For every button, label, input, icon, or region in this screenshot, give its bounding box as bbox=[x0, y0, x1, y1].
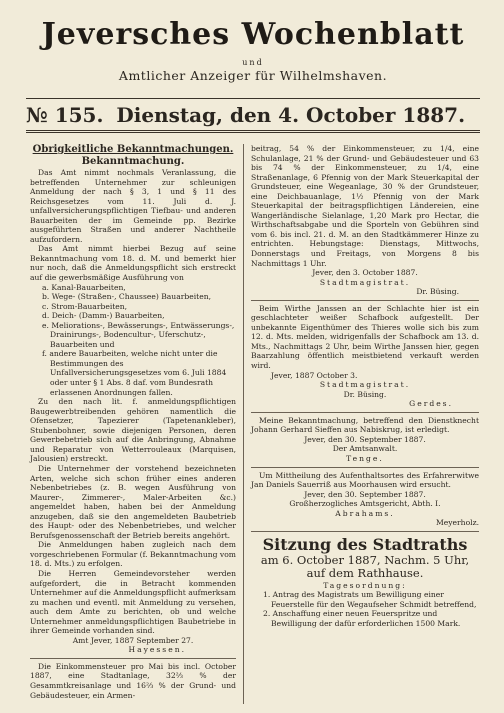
announcement-1-office: Stadtmagistrat. bbox=[319, 277, 411, 287]
issue-date: Dienstag, den 4. October 1887. bbox=[116, 103, 466, 127]
tax-paragraph-cont: beitrag, 54 % der Einkommensteuer, zu 1/4, eine Schulanlage, 21 % der Grund- und Gebäudesteuer und 63 bis 74 % der Einkommensteuer, zu 1/4, eine Straßenanlage, 6 Pfennig von der Mark Steuerkapital der Grundsteuer, eine Wegeanlage, 30 % der Grundsteuer, eine Deichbauanlage, 1½ Pfennig von der Mark Steuerkapital der beitragspflichtigen Ländereien, eine Wangerländische Sielanlage, 1,20 Mark pro Hectar, die Wirthschaftsabgabe und die Sporteln von Gebühren sind vom 6. bis incl. 21. d. M. an den Stadtkämmerer Hinze zu entrichten. Hebungstage: Dienstags, Mittwochs, Donnerstags und Freitags, von Morgens 8 bis Nachmittags 1 Uhr. bbox=[251, 144, 479, 268]
announcement-2-text: Beim Wirthe Janssen an der Schlachte hier ist ein geschlachteter weißer Schafbock aufgestellt. Der unbekannte Eigenthümer des Thieres wolle sich bis zum 12. d. Mts. melden, widrigenfalls der Schafbock am 13. d. Mts., Nachmittags 2 Uhr, beim Wirthe Janssen hier, gegen Baarzahlung öffentlich meistbietend verkauft werden wird. bbox=[251, 303, 479, 371]
agenda-heading: Tagesordnung: bbox=[323, 580, 407, 590]
column-divider bbox=[243, 144, 244, 704]
notice-paragraph-5: Die Anmeldungen haben zugleich nach dem vorgeschriebenen Formular (f. Bekanntmachung vom 18. d. Mts.) zu erfolgen. bbox=[30, 540, 236, 569]
announcement-2-office: Stadtmagistrat. bbox=[319, 380, 411, 390]
announcement-3-name: Tenge. bbox=[346, 453, 384, 463]
list-item: a. Kanal-Bauarbeiten, bbox=[42, 282, 126, 292]
agenda-item: 2. Anschaffung einer neuen Feuerspritze und Bewilligung der dafür erforderlichen 1500 Mark. bbox=[263, 609, 461, 628]
list-item: f. andere Bauarbeiten, welche nicht unter die Bestimmungen des Unfallversicherungsgesetzes vom 6. Juli 1884 oder unter § 1 Abs. 8 daf. vom Bundesrath erlassenen Anordnungen fallen. bbox=[42, 349, 227, 397]
work-type-list bbox=[30, 283, 236, 398]
notice-paragraph-3: Zu den nach lit. f. anmeldungspflichtigen Baugewerbtreibenden gehören namentlich die Ofensetzer, Tapezierer (Tapetenankleber), Stubenbohner, sowie diejenigen Personen, deren Gewerbebetrieb sich auf die Anbringung, Abnahme und Reparatur von Wetterrouleaux (Marquisen, Jalousien) erstreckt. bbox=[30, 397, 236, 464]
issue-number: № 155. bbox=[26, 103, 104, 127]
tax-paragraph: Die Einkommensteuer pro Mai bis incl. October 1887, eine Stadtanlage, 32⅔ % der Gesammtkreisanlage und 16⅔ % der Grund- und Gebäudesteuer, ein Armen- bbox=[30, 661, 236, 700]
list-item: e. Meliorations-, Bewässerungs-, Entwässerungs-, Drainirungs-, Bodencultur-, Uferschutz-, Bauarbeiten und bbox=[42, 320, 235, 349]
announcement-4-signature: Meyerholz. bbox=[436, 518, 479, 528]
announcement-2-name: Dr. Büsing. bbox=[343, 389, 387, 399]
list-item: c. Strom-Bauarbeiten, bbox=[42, 301, 128, 311]
separator bbox=[251, 467, 479, 468]
announcement-4-name: Abrahams. bbox=[335, 508, 395, 518]
announcement-3-office: Der Amtsanwalt. bbox=[332, 444, 398, 454]
masthead-rule-top bbox=[26, 98, 480, 99]
masthead bbox=[22, 12, 484, 84]
separator bbox=[251, 300, 479, 301]
masthead-und: und bbox=[242, 58, 264, 67]
separator bbox=[30, 658, 236, 659]
list-item: d. Deich- (Damm-) Bauarbeiten, bbox=[42, 311, 165, 321]
agenda-list bbox=[251, 590, 479, 628]
list-item: b. Wege- (Straßen-, Chaussee) Bauarbeiten, bbox=[42, 292, 211, 302]
issue-line bbox=[26, 104, 480, 126]
masthead-rule-bottom-2 bbox=[26, 132, 480, 133]
separator bbox=[251, 412, 479, 413]
notice-paragraph-4: Die Unternehmer der vorstehend bezeichneten Arten, welche sich schon früher eines anderen Nebenbetriebes (z. B. wegen Ausführung von Maurer-, Zimmerer-, Maler-Arbeiten &c.) angemeldet haben, haben bei der Anmeldung anzugeben, daß sie den angemeldeten Baubetrieb des Haupt- oder des Nebenbetriebes, und welcher Berufsgenossenschaft der Betrieb bereits angehört. bbox=[30, 463, 236, 540]
notice-paragraph-1: Das Amt nimmt nochmals Veranlassung, die betreffenden Unternehmer zur schleunigen Anmeldung der nach § 3, 1 und § 11 des Reichsgesetzes vom 11. Juli d. J. unfallversicherungspflichtigen Tiefbau- und anderen Bauarbeiten der im Gemeinde pp. Bezirke ausgeführten Straßen und anderer Nachtheile aufzufordern. bbox=[30, 168, 236, 244]
notice-paragraph-6: Die Herren Gemeindevorsteher werden aufgefordert, die in Betracht kommenden Unternehmer auf die Anmeldungspflicht aufmerksam zu machen und eventl. mit Anmeldung zu versehen, auch dem Amte zu berichten, ob und welche Unternehmer anmeldungspflichtigen Baubetriebe in ihrer Gemeinde vorhanden sind. bbox=[30, 568, 236, 636]
announcement-1-date: Jever, den 3. October 1887. bbox=[312, 268, 418, 278]
section-heading: Obrigkeitliche Bekanntmachungen. bbox=[32, 144, 234, 155]
announcement-3-date: Jever, den 30. September 1887. bbox=[304, 434, 426, 444]
announcement-4-text: Um Mittheilung des Aufenthaltsortes des Erfahrerwitwe Jan Daniels Sauerriß aus Moorhausen wird ersucht. bbox=[251, 470, 479, 490]
council-meeting-title: Sitzung des Stadtraths bbox=[262, 534, 468, 554]
announcement-2-date: Jever, 1887 October 3. bbox=[271, 370, 358, 380]
announcement-1-name: Dr. Büsing. bbox=[416, 287, 459, 297]
announcement-3-text: Meine Bekanntmachung, betreffend den Dienstknecht Johann Gerhard Sieffen aus Nabiskrug, ist erledigt. bbox=[251, 415, 479, 435]
notice-sign-date: Amt Jever, 1887 September 27. bbox=[72, 635, 194, 645]
announcement-2-signature: Gerdes. bbox=[409, 399, 453, 409]
announcement-4-office: Großherzogliches Amtsgericht, Abth. I. bbox=[289, 499, 441, 509]
separator bbox=[251, 531, 479, 532]
right-column bbox=[251, 144, 479, 629]
agenda-item: 1. Antrag des Magistrats um Bewilligung einer Feuerstelle für den Wegaufseher Schmidt betreffend, bbox=[263, 590, 477, 609]
council-meeting-subtitle: am 6. October 1887, Nachm. 5 Uhr, auf dem Rathhause. bbox=[260, 552, 470, 581]
notice-heading: Bekanntmachung. bbox=[81, 156, 185, 167]
newspaper-title: Jeversches Wochenblatt bbox=[41, 17, 465, 52]
notice-paragraph-2: Das Amt nimmt hierbei Bezug auf seine Bekanntmachung vom 18. d. M. und bemerkt hier nur noch, daß die Anmeldungspflicht sich erstreckt auf die gewerbsmäßige Ausführung von bbox=[30, 244, 236, 283]
notice-sign-name: Hayessen. bbox=[128, 645, 186, 655]
announcement-4-date: Jever, den 30. September 1887. bbox=[304, 489, 426, 499]
left-column bbox=[30, 144, 236, 700]
newspaper-subtitle: Amtlicher Anzeiger für Wilhelmshaven. bbox=[118, 68, 388, 83]
masthead-rule-bottom bbox=[26, 130, 480, 131]
